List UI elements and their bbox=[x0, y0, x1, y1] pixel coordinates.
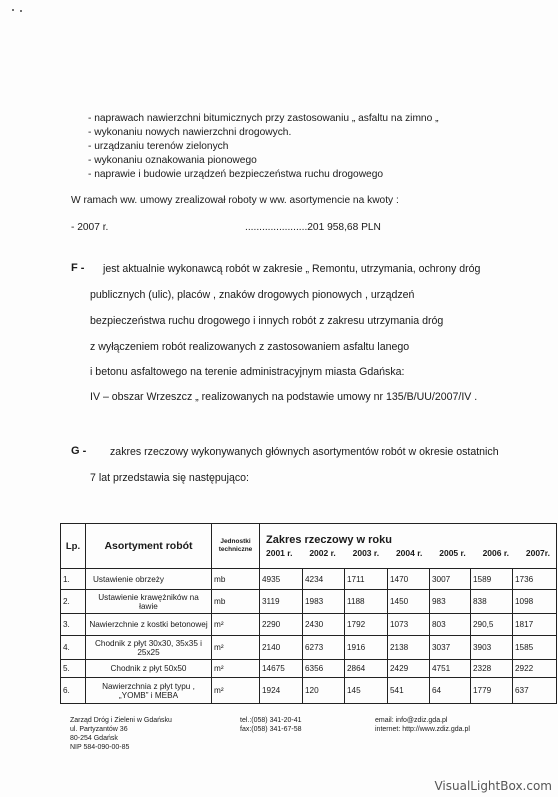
row-lp: 2. bbox=[61, 590, 86, 614]
header-zakres bbox=[260, 524, 557, 569]
footer-address-line: ul. Partyzantów 36 bbox=[70, 726, 128, 733]
row-value: 1779 bbox=[471, 678, 513, 704]
row-value: 1073 bbox=[388, 614, 430, 636]
footer-phone-line: tel.:(058) 341-20-41 bbox=[240, 717, 302, 724]
contract-intro: W ramach ww. umowy zrealizował roboty w ww. asortymencie na kwoty : bbox=[71, 195, 399, 206]
row-value: 637 bbox=[513, 678, 557, 704]
table-row bbox=[61, 614, 557, 636]
table-row bbox=[61, 569, 557, 590]
header-zakres-title: Zakres rzeczowy w roku bbox=[266, 534, 392, 546]
section-f-marker: F - bbox=[71, 262, 85, 274]
table-row bbox=[61, 660, 557, 678]
row-value: 3903 bbox=[471, 636, 513, 660]
row-value: 2430 bbox=[303, 614, 345, 636]
scan-speck bbox=[12, 9, 14, 11]
row-value: 2429 bbox=[388, 660, 430, 678]
row-lp: 1. bbox=[61, 569, 86, 590]
row-name: Chodnik z płyt 30x30, 35x35 i 25x25 bbox=[86, 636, 212, 660]
row-value: 64 bbox=[430, 678, 471, 704]
footer-address bbox=[70, 716, 172, 752]
row-unit: m² bbox=[212, 660, 260, 678]
section-f-line: jest aktualnie wykonawcą robót w zakresie „ Remontu, utrzymania, ochrony dróg bbox=[103, 263, 481, 275]
footer-address-line: Zarząd Dróg i Zieleni w Gdańsku bbox=[70, 717, 172, 724]
row-lp: 6. bbox=[61, 678, 86, 704]
row-unit: mb bbox=[212, 569, 260, 590]
row-value: 6356 bbox=[303, 660, 345, 678]
footer-phone-line: fax:(058) 341-67-58 bbox=[240, 726, 302, 733]
table-row bbox=[61, 590, 557, 614]
row-value: 1188 bbox=[345, 590, 388, 614]
scan-speck bbox=[20, 10, 22, 12]
row-value: 4751 bbox=[430, 660, 471, 678]
section-f-line: IV – obszar Wrzeszcz „ realizowanych na podstawie umowy nr 135/B/UU/2007/IV . bbox=[90, 391, 478, 403]
bullet-item: - wykonaniu oznakowania pionowego bbox=[88, 155, 257, 166]
bullet-item: - urządzaniu terenów zielonych bbox=[88, 141, 229, 152]
row-value: 1450 bbox=[388, 590, 430, 614]
row-value: 838 bbox=[471, 590, 513, 614]
table-row bbox=[61, 636, 557, 660]
bullet-item: - wykonaniu nowych nawierzchni drogowych. bbox=[88, 127, 292, 138]
row-value: 2140 bbox=[260, 636, 303, 660]
header-asortyment: Asortyment robót bbox=[86, 524, 212, 569]
row-value: 1711 bbox=[345, 569, 388, 590]
header-unit: Jednostki techniczne bbox=[212, 524, 260, 569]
row-value: 1817 bbox=[513, 614, 557, 636]
row-lp: 3. bbox=[61, 614, 86, 636]
row-name: Nawierzchnie z kostki betonowej bbox=[86, 614, 212, 636]
row-value: 4234 bbox=[303, 569, 345, 590]
year-label: 2003 r. bbox=[352, 548, 380, 558]
assortment-table bbox=[60, 523, 557, 704]
header-years bbox=[266, 548, 554, 558]
row-unit: m² bbox=[212, 636, 260, 660]
footer-contact-line: internet: http://www.zdiz.gda.pl bbox=[375, 726, 470, 733]
row-value: 14675 bbox=[260, 660, 303, 678]
year-label: 2005 r. bbox=[439, 548, 466, 558]
row-value: 803 bbox=[430, 614, 471, 636]
row-value: 145 bbox=[345, 678, 388, 704]
row-name: Ustawienie obrzeży bbox=[86, 569, 212, 590]
row-value: 2138 bbox=[388, 636, 430, 660]
row-value: 983 bbox=[430, 590, 471, 614]
table-row bbox=[61, 678, 557, 704]
bullet-item: - naprawach nawierzchni bitumicznych przy zastosowaniu „ asfaltu na zimno „ bbox=[88, 113, 439, 124]
year-label: 2007r. bbox=[525, 548, 550, 558]
row-value: 1585 bbox=[513, 636, 557, 660]
section-g-line: 7 lat przedstawia się następująco: bbox=[90, 472, 249, 484]
row-unit: m² bbox=[212, 678, 260, 704]
row-lp: 4. bbox=[61, 636, 86, 660]
year-label: 2002 r. bbox=[309, 548, 336, 558]
section-f-line: publicznych (ulic), placów , znaków drogowych pionowych , urządzeń bbox=[90, 289, 415, 301]
table-header-row bbox=[61, 524, 557, 569]
year-label: 2001 r. bbox=[266, 548, 293, 558]
row-value: 541 bbox=[388, 678, 430, 704]
row-value: 1924 bbox=[260, 678, 303, 704]
row-value: 3037 bbox=[430, 636, 471, 660]
footer-phone bbox=[240, 716, 301, 734]
amount-value: ......................201 958,68 PLN bbox=[245, 222, 381, 233]
row-name: Chodnik z płyt 50x50 bbox=[86, 660, 212, 678]
section-g-line: zakres rzeczowy wykonywanych głównych asortymentów robót w okresie ostatnich bbox=[110, 446, 499, 458]
row-value: 1589 bbox=[471, 569, 513, 590]
row-name: Nawierzchnia z płyt typu , „YOMB” i MEBA bbox=[86, 678, 212, 704]
row-name: Ustawienie krawężników na ławie bbox=[86, 590, 212, 614]
amount-year: - 2007 r. bbox=[71, 222, 109, 233]
row-value: 6273 bbox=[303, 636, 345, 660]
row-value: 1983 bbox=[303, 590, 345, 614]
footer-address-line: 80-254 Gdańsk bbox=[70, 735, 118, 742]
row-value: 1470 bbox=[388, 569, 430, 590]
row-value: 4935 bbox=[260, 569, 303, 590]
row-value: 290,5 bbox=[471, 614, 513, 636]
row-value: 120 bbox=[303, 678, 345, 704]
row-value: 3007 bbox=[430, 569, 471, 590]
row-value: 1916 bbox=[345, 636, 388, 660]
section-f-line: bezpieczeństwa ruchu drogowego i innych robót z zakresu utrzymania dróg bbox=[90, 315, 444, 327]
row-value: 3119 bbox=[260, 590, 303, 614]
watermark-label: VisualLightBox.com bbox=[434, 779, 552, 793]
section-g-marker: G - bbox=[71, 445, 87, 457]
year-label: 2006 r. bbox=[482, 548, 510, 558]
row-value: 2328 bbox=[471, 660, 513, 678]
section-f-line: z wyłączeniem robót realizowanych z zastosowaniem asfaltu lanego bbox=[90, 341, 410, 353]
year-label: 2004 r. bbox=[395, 548, 423, 558]
row-value: 1098 bbox=[513, 590, 557, 614]
row-lp: 5. bbox=[61, 660, 86, 678]
row-value: 2864 bbox=[345, 660, 388, 678]
footer-address-line: NIP 584-090-00-85 bbox=[70, 744, 130, 751]
header-lp: Lp. bbox=[61, 524, 86, 569]
row-value: 1792 bbox=[345, 614, 388, 636]
row-unit: m² bbox=[212, 614, 260, 636]
section-f-line: i betonu asfaltowego na terenie administracyjnym miasta Gdańska: bbox=[90, 366, 405, 378]
footer-contact-line: email: info@zdiz.gda.pl bbox=[375, 717, 448, 724]
row-unit: mb bbox=[212, 590, 260, 614]
bullet-item: - naprawie i budowie urządzeń bezpieczeństwa ruchu drogowego bbox=[88, 169, 384, 180]
row-value: 1736 bbox=[513, 569, 557, 590]
footer-contact bbox=[375, 716, 470, 734]
row-value: 2922 bbox=[513, 660, 557, 678]
row-value: 2290 bbox=[260, 614, 303, 636]
